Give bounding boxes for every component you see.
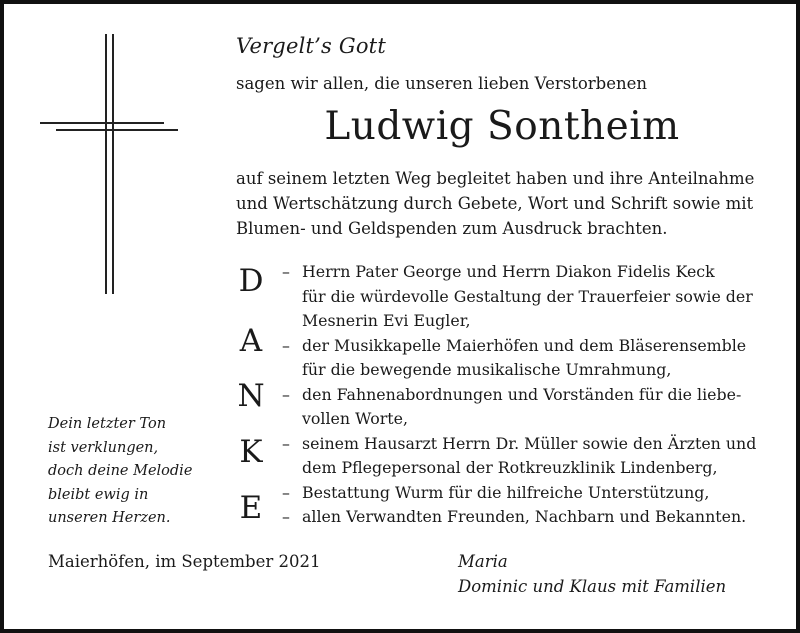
signer-line: Maria — [458, 552, 508, 571]
thanks-line: dem Pflegepersonal der Rotkreuzklinik Lindenberg, — [302, 458, 718, 477]
thanks-line: Bestattung Wurm für die hilfreiche Unterstützung, — [302, 482, 710, 502]
danke-letter: A — [239, 323, 263, 359]
thanks-line: Mesnerin Evi Eugler, — [302, 311, 471, 330]
thanks-item — [282, 505, 772, 530]
thanks-line: Herrn Pater George und Herrn Diakon Fidelis Keck — [302, 262, 715, 281]
body-line: auf seinem letzten Weg begleitet haben und ihre Anteilnahme — [236, 169, 755, 188]
thanks-line: vollen Worte, — [302, 409, 409, 428]
dash: – — [282, 262, 290, 281]
dash: – — [282, 482, 290, 502]
thanks-line: für die würdevolle Gestaltung der Trauerfeier sowie der — [302, 286, 753, 306]
thanks-item — [282, 383, 772, 432]
poem-line: doch deine Melodie — [48, 463, 193, 479]
body-text — [236, 166, 768, 241]
body-line: Blumen- und Geldspenden zum Ausdruck brachten. — [236, 219, 668, 238]
cross-horizontal-line — [40, 122, 164, 124]
danke-letter: K — [239, 434, 263, 470]
danke-letter: N — [237, 378, 265, 414]
signers — [458, 549, 726, 599]
cross-vertical-line — [105, 34, 107, 294]
signer-line: Dominic und Klaus mit Familien — [458, 577, 727, 596]
thanks-list — [282, 260, 772, 530]
body-line: und Wertschätzung durch Gebete, Wort und Schrift sowie mit — [236, 194, 754, 213]
deceased-name: Ludwig Sontheim — [324, 104, 680, 149]
cross-vertical-line — [112, 34, 114, 294]
thanks-item — [282, 432, 772, 481]
danke-letter: E — [239, 490, 263, 526]
danke-letter: D — [238, 263, 264, 299]
thanks-line: für die bewegende musikalische Umrahmung, — [302, 360, 672, 379]
headline: Vergelt’s Gott — [236, 34, 386, 58]
thanks-line: seinem Hausarzt Herrn Dr. Müller sowie den Ärzten und — [302, 433, 757, 453]
poem-line: ist verklungen, — [48, 439, 159, 456]
thanks-line: den Fahnenabordnungen und Vorständen für die liebe- — [302, 384, 742, 404]
thanks-line: allen Verwandten Freunden, Nachbarn und Bekannten. — [302, 507, 747, 526]
dash: – — [282, 433, 290, 453]
cross-icon — [4, 4, 204, 304]
dash: – — [282, 384, 290, 404]
thanks-item — [282, 481, 772, 506]
poem-line: Dein letzter Ton — [48, 416, 167, 432]
place-date: Maierhöfen, im September 2021 — [48, 552, 321, 571]
cross-horizontal-line — [56, 129, 178, 131]
intro-text: sagen wir allen, die unseren lieben Verstorbenen — [236, 74, 648, 93]
thanks-item — [282, 334, 772, 383]
dash: – — [282, 335, 290, 355]
thanks-item — [282, 260, 772, 334]
poem-line: bleibt ewig in — [48, 486, 149, 503]
thanks-line: der Musikkapelle Maierhöfen und dem Bläserensemble — [302, 335, 747, 355]
poem-line: unseren Herzen. — [48, 510, 171, 526]
memorial-poem — [48, 413, 192, 531]
dash: – — [282, 507, 290, 526]
